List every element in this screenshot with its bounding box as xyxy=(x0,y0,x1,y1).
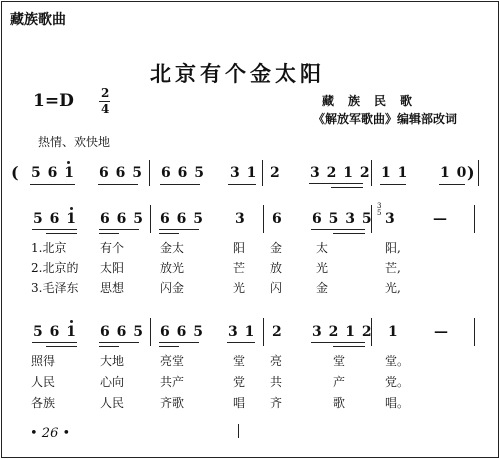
lyric-verse-3: 各族 xyxy=(31,396,56,410)
lyric-verse-2: 芒 xyxy=(233,261,246,275)
beam xyxy=(32,342,77,343)
lyric-verse-3: 唱。 xyxy=(385,396,410,410)
barline xyxy=(150,318,151,346)
lyric-verse-3: 思想 xyxy=(100,281,125,295)
beam xyxy=(46,346,77,347)
lyric-verse-2: 党。 xyxy=(385,375,410,389)
beam xyxy=(99,346,119,347)
lyric-verse-2: 放 xyxy=(270,261,283,275)
category-label: 藏族歌曲 xyxy=(10,12,66,28)
beam xyxy=(99,233,119,234)
beam xyxy=(380,184,406,185)
page-number: • 26 • xyxy=(30,426,71,441)
beam xyxy=(46,233,77,234)
beam xyxy=(331,187,363,188)
beam xyxy=(159,342,199,343)
note-cell: 6 5 3 5 xyxy=(312,211,373,227)
note-cell: 5 6 1 xyxy=(33,324,77,340)
lyric-verse-1: 金 xyxy=(270,241,283,255)
barline xyxy=(262,160,263,186)
lyric-verse-2: 太阳 xyxy=(100,261,125,275)
beam xyxy=(311,342,365,343)
lyric-verse-2: 共 xyxy=(270,375,283,389)
beam xyxy=(159,229,199,230)
lyric-verse-3: 光 xyxy=(233,281,246,295)
note-cell: 3 xyxy=(385,211,396,227)
barline xyxy=(371,318,372,346)
barline xyxy=(149,160,150,186)
high-octave-dot xyxy=(70,320,73,323)
barline xyxy=(263,205,264,233)
intro-note-cell: 2 xyxy=(270,165,281,181)
source-folk: 藏 族 民 歌 xyxy=(322,94,414,108)
beam xyxy=(159,346,179,347)
lyric-verse-3: 歌 xyxy=(333,396,346,410)
barline xyxy=(371,205,372,233)
beam xyxy=(311,229,365,230)
barline xyxy=(150,205,151,233)
beam xyxy=(99,229,139,230)
intro-note-cell: 3 2 1 2 xyxy=(310,165,371,181)
note-cell: 6 xyxy=(272,211,283,227)
lyric-verse-1: 有个 xyxy=(100,241,125,255)
lyric-verse-1: 1.北京 xyxy=(31,241,67,255)
lyric-verse-2: 人民 xyxy=(31,375,56,389)
intro-note-cell: 6 6 5 xyxy=(161,165,205,181)
note-cell: 3 2 1 2 xyxy=(312,324,373,340)
beam xyxy=(309,183,363,184)
key-signature: 1=D xyxy=(33,91,74,111)
lyric-verse-1: 堂 xyxy=(233,354,246,368)
lyric-verse-2: 光 xyxy=(316,261,329,275)
beam xyxy=(439,184,465,185)
note-cell: 6 6 5 xyxy=(160,324,204,340)
source-editor: 《解放军歌曲》编辑部改词 xyxy=(313,112,458,126)
high-octave-dot xyxy=(70,207,73,210)
beam xyxy=(333,233,365,234)
lyric-verse-3: 唱 xyxy=(233,396,246,410)
intro-note-cell: 5 6 1 xyxy=(31,165,75,181)
note-cell: 5 6 1 xyxy=(33,211,77,227)
beam xyxy=(227,342,255,343)
intro-open-paren: ( xyxy=(11,163,20,182)
intro-note-cell: 3 1 xyxy=(230,165,258,181)
tempo-marking: 热情、欢快地 xyxy=(38,135,111,149)
lyric-verse-1: 亮 xyxy=(270,354,283,368)
lyric-verse-2: 产 xyxy=(333,375,346,389)
beam xyxy=(98,184,138,185)
lyric-verse-3: 光, xyxy=(385,281,401,295)
lyric-verse-1: 堂。 xyxy=(385,354,410,368)
lyric-verse-2: 共产 xyxy=(160,375,185,389)
extension-dash: — xyxy=(433,211,448,227)
beam xyxy=(333,346,365,347)
note-cell: 3 1 xyxy=(228,324,256,340)
note-cell: 1 xyxy=(388,324,399,340)
beam xyxy=(228,184,256,185)
beam xyxy=(30,184,75,185)
grace-notes: 3 5 xyxy=(377,202,382,217)
note-cell: 2 xyxy=(272,324,283,340)
lyric-verse-2: 芒, xyxy=(385,261,401,275)
barline xyxy=(474,205,475,233)
lyric-verse-2: 心向 xyxy=(100,375,125,389)
barline xyxy=(478,160,479,186)
lyric-verse-2: 2.北京的 xyxy=(31,261,79,275)
lyric-verse-3: 闪 xyxy=(270,281,283,295)
lyric-verse-1: 照得 xyxy=(31,354,56,368)
lyric-verse-1: 堂 xyxy=(333,354,346,368)
lyric-verse-3: 齐歌 xyxy=(160,396,185,410)
note-cell: 3 xyxy=(235,211,246,227)
lyric-verse-2: 党 xyxy=(233,375,246,389)
center-mark xyxy=(238,424,239,438)
extension-dash: — xyxy=(434,324,449,340)
lyric-verse-3: 人民 xyxy=(100,396,125,410)
lyric-verse-3: 齐 xyxy=(270,396,283,410)
note-cell: 6 6 5 xyxy=(160,211,204,227)
time-signature-top: 2 xyxy=(101,86,110,100)
lyric-verse-1: 亮堂 xyxy=(160,354,185,368)
beam xyxy=(99,342,139,343)
intro-note-cell: 1 0 xyxy=(440,165,468,181)
intro-close-paren: ) xyxy=(467,163,476,182)
lyric-verse-3: 闪金 xyxy=(160,281,185,295)
barline xyxy=(371,160,372,186)
lyric-verse-3: 3.毛泽东 xyxy=(31,281,79,295)
note-cell: 6 6 5 xyxy=(100,211,144,227)
lyric-verse-3: 金 xyxy=(316,281,329,295)
barline xyxy=(263,318,264,346)
song-title: 北京有个金太阳 xyxy=(150,62,325,86)
beam xyxy=(159,233,179,234)
intro-note-cell: 6 6 5 xyxy=(99,165,143,181)
beam xyxy=(32,229,77,230)
lyric-verse-1: 阳 xyxy=(233,241,246,255)
note-cell: 6 6 5 xyxy=(100,324,144,340)
lyric-verse-1: 大地 xyxy=(100,354,125,368)
time-signature-bottom: 4 xyxy=(101,102,110,116)
lyric-verse-1: 阳, xyxy=(385,241,401,255)
beam xyxy=(160,184,200,185)
high-octave-dot xyxy=(67,161,70,164)
barline xyxy=(474,318,475,346)
lyric-verse-1: 太 xyxy=(316,241,329,255)
lyric-verse-2: 放光 xyxy=(160,261,185,275)
lyric-verse-1: 金太 xyxy=(160,241,185,255)
intro-note-cell: 1 1 xyxy=(381,165,409,181)
